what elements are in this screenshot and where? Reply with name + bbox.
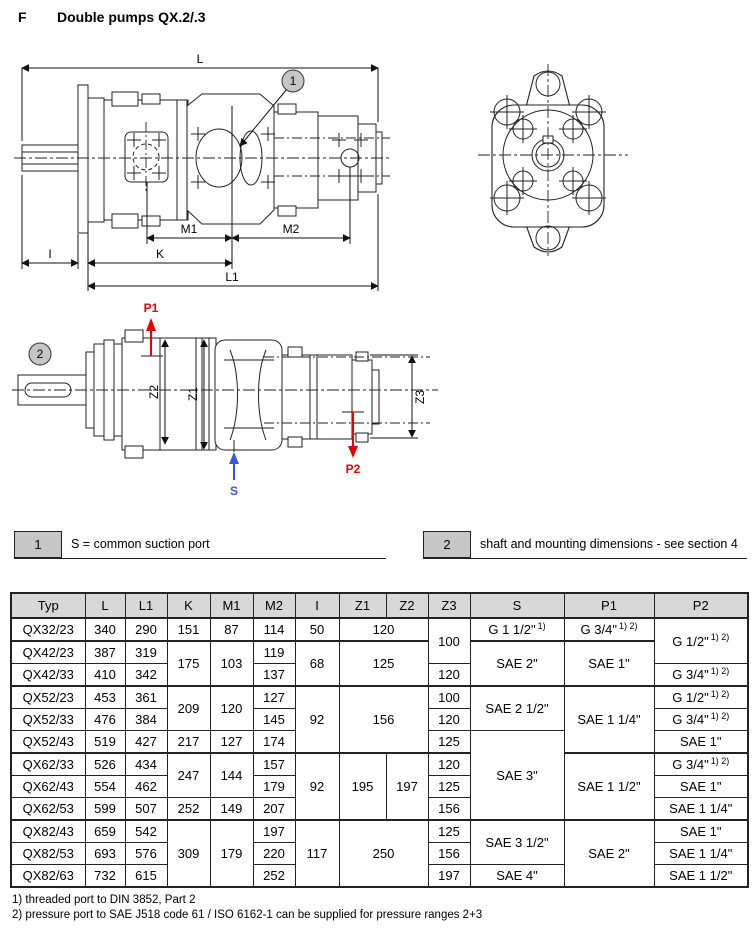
table-cell: 319 (125, 641, 167, 664)
table-cell: 340 (85, 618, 125, 641)
table-cell: 361 (125, 686, 167, 709)
table-cell: 410 (85, 664, 125, 687)
table-cell: SAE 2 1/2" (470, 686, 564, 731)
callout-1-label: 1 (289, 74, 297, 88)
table-cell: 120 (210, 686, 253, 731)
table-cell: SAE 4" (470, 865, 564, 888)
table-cell: 87 (210, 618, 253, 641)
table-cell: SAE 2" (470, 641, 564, 686)
pump-port-view-drawing (8, 298, 444, 512)
table-cell: 114 (253, 618, 295, 641)
flange-outline (492, 71, 604, 252)
table-cell: 197 (428, 865, 470, 888)
column-header: S (470, 593, 564, 618)
table-cell: 526 (85, 753, 125, 776)
section-letter: F (18, 9, 27, 25)
column-header: Typ (11, 593, 85, 618)
table-cell: 156 (428, 798, 470, 821)
column-header: L (85, 593, 125, 618)
table-cell: 151 (167, 618, 210, 641)
table-cell: QX82/43 (11, 820, 85, 843)
table-cell: 117 (295, 820, 339, 887)
table-cell: 693 (85, 843, 125, 865)
table-cell: 290 (125, 618, 167, 641)
legend-suction-port (14, 531, 386, 559)
dim-label-L: L (196, 52, 204, 66)
table-cell: 384 (125, 709, 167, 731)
column-header: M1 (210, 593, 253, 618)
table-cell: SAE 1" (654, 820, 748, 843)
table-cell: SAE 1 1/4" (564, 686, 654, 753)
table-cell: 427 (125, 731, 167, 754)
table-cell: 576 (125, 843, 167, 865)
dim-label-I: I (48, 247, 52, 261)
table-cell: G 1 1/2" $^{1)}$ (470, 618, 564, 641)
table-cell: 615 (125, 865, 167, 888)
table-cell: 519 (85, 731, 125, 754)
table-cell: 175 (167, 641, 210, 686)
dim-label-M2: M2 (282, 222, 300, 236)
table-cell: 92 (295, 753, 339, 820)
legend-1-number: 1 (14, 531, 62, 558)
suction-arrow-icon (229, 452, 239, 464)
table-cell: 387 (85, 641, 125, 664)
table-cell: 157 (253, 753, 295, 776)
table-cell: SAE 1" (564, 641, 654, 686)
table-cell: 144 (210, 753, 253, 798)
table-cell: QX52/43 (11, 731, 85, 754)
column-header: P2 (654, 593, 748, 618)
table-cell: SAE 3" (470, 731, 564, 821)
footnote-2: 2) pressure port to SAE J518 code 61 / ISO 6162-1 can be supplied for pressure ranges 2+3 (12, 909, 483, 921)
table-cell: 125 (428, 731, 470, 754)
table-cell: SAE 2" (564, 820, 654, 887)
pump-body-outline (22, 85, 382, 233)
table-cell: 125 (428, 776, 470, 798)
table-cell: 542 (125, 820, 167, 843)
table-cell: 197 (253, 820, 295, 843)
table-cell: G 3/4" $^{1) 2)}$ (654, 709, 748, 731)
table-cell: 50 (295, 618, 339, 641)
column-header: Z2 (386, 593, 428, 618)
table-row (11, 641, 748, 664)
table-row (11, 820, 748, 843)
table-cell: 434 (125, 753, 167, 776)
p1-arrow-icon (146, 318, 156, 331)
footnote-1: 1) threaded port to DIN 3852, Part 2 (12, 894, 196, 906)
table-cell: 195 (339, 753, 386, 820)
table-cell: 732 (85, 865, 125, 888)
table-cell: G 3/4" $^{1) 2)}$ (654, 753, 748, 776)
table-cell: 252 (167, 798, 210, 821)
column-header: P1 (564, 593, 654, 618)
table-cell: QX42/33 (11, 664, 85, 687)
table-cell: 68 (295, 641, 339, 686)
column-header: L1 (125, 593, 167, 618)
dim-label-Z1: Z1 (186, 386, 200, 402)
port-label-S: S (229, 484, 239, 498)
table-cell: 342 (125, 664, 167, 687)
table-cell: G 3/4" $^{1) 2)}$ (564, 618, 654, 641)
table-cell: G 3/4" $^{1) 2)}$ (654, 664, 748, 687)
table-cell: QX52/23 (11, 686, 85, 709)
column-header: Z3 (428, 593, 470, 618)
table-cell: SAE 1 1/2" (654, 865, 748, 888)
table-row (11, 618, 748, 641)
table-cell: QX82/63 (11, 865, 85, 888)
p2-arrow-icon (348, 446, 358, 458)
dim-label-K: K (155, 247, 165, 261)
table-cell: QX62/33 (11, 753, 85, 776)
table-cell: QX62/43 (11, 776, 85, 798)
table-cell: SAE 1" (654, 731, 748, 754)
table-cell: G 1/2" $^{1) 2)}$ (654, 686, 748, 709)
table-cell: 252 (253, 865, 295, 888)
pump-front-view-drawing (478, 62, 658, 258)
page-title: Double pumps QX.2/.3 (57, 9, 206, 25)
table-row (11, 753, 748, 776)
table-cell: SAE 1 1/4" (654, 843, 748, 865)
callout-2 (29, 343, 51, 365)
table-cell: 119 (253, 641, 295, 664)
column-header: K (167, 593, 210, 618)
legend-2-number: 2 (423, 531, 471, 558)
table-cell: G 1/2" $^{1) 2)}$ (654, 618, 748, 664)
table-cell: 197 (386, 753, 428, 820)
table-cell: 599 (85, 798, 125, 821)
legend-shaft-dimensions (423, 531, 747, 559)
column-header: M2 (253, 593, 295, 618)
table-cell: 149 (210, 798, 253, 821)
table-cell: 217 (167, 731, 210, 754)
table-cell: QX52/33 (11, 709, 85, 731)
table-header-row (11, 593, 748, 618)
table-cell: 127 (210, 731, 253, 754)
table-cell: 120 (428, 753, 470, 776)
table-cell: 120 (428, 709, 470, 731)
table-cell: 103 (210, 641, 253, 686)
table-cell: 507 (125, 798, 167, 821)
table-cell: 125 (428, 820, 470, 843)
table-cell: 127 (253, 686, 295, 709)
page-header (18, 9, 206, 25)
table-cell: 453 (85, 686, 125, 709)
port-label-P2: P2 (345, 462, 361, 476)
table-cell: 100 (428, 618, 470, 664)
legend-2-text: shaft and mounting dimensions - see section 4 (480, 537, 738, 551)
dim-label-L1: L1 (225, 270, 239, 284)
table-cell: 220 (253, 843, 295, 865)
table-cell: 659 (85, 820, 125, 843)
table-cell: 125 (339, 641, 428, 686)
pump-side-view-drawing (12, 48, 412, 298)
table-cell: SAE 1 1/2" (564, 753, 654, 820)
port-label-P1: P1 (143, 301, 159, 315)
table-cell: 179 (210, 820, 253, 887)
dim-label-M1: M1 (180, 222, 198, 236)
table-cell: QX62/53 (11, 798, 85, 821)
table-cell: 207 (253, 798, 295, 821)
table-cell: QX32/23 (11, 618, 85, 641)
column-header: Z1 (339, 593, 386, 618)
callout-2-label: 2 (36, 347, 44, 361)
dim-label-Z2: Z2 (147, 384, 161, 400)
dim-label-Z3: Z3 (413, 389, 427, 405)
table-cell: 209 (167, 686, 210, 731)
table-cell: SAE 1 1/4" (654, 798, 748, 821)
table-cell: 120 (339, 618, 428, 641)
table-cell: 156 (428, 843, 470, 865)
table-cell: QX82/53 (11, 843, 85, 865)
table-cell: 137 (253, 664, 295, 687)
table-cell: QX42/23 (11, 641, 85, 664)
table-cell: 247 (167, 753, 210, 798)
table-cell: 462 (125, 776, 167, 798)
table-cell: 156 (339, 686, 428, 753)
table-cell: 92 (295, 686, 339, 753)
table-cell: 174 (253, 731, 295, 754)
table-cell: 250 (339, 820, 428, 887)
column-header: I (295, 593, 339, 618)
table-cell: SAE 3 1/2" (470, 820, 564, 865)
table-cell: 100 (428, 686, 470, 709)
footnotes (12, 893, 482, 923)
table-cell: 554 (85, 776, 125, 798)
table-cell: 476 (85, 709, 125, 731)
table-cell: 179 (253, 776, 295, 798)
table-row (11, 686, 748, 709)
table-cell: 309 (167, 820, 210, 887)
table-cell: SAE 1" (654, 776, 748, 798)
legend-1-text: S = common suction port (71, 537, 210, 551)
dimension-table (10, 592, 749, 888)
table-cell: 120 (428, 664, 470, 687)
table-cell: 145 (253, 709, 295, 731)
